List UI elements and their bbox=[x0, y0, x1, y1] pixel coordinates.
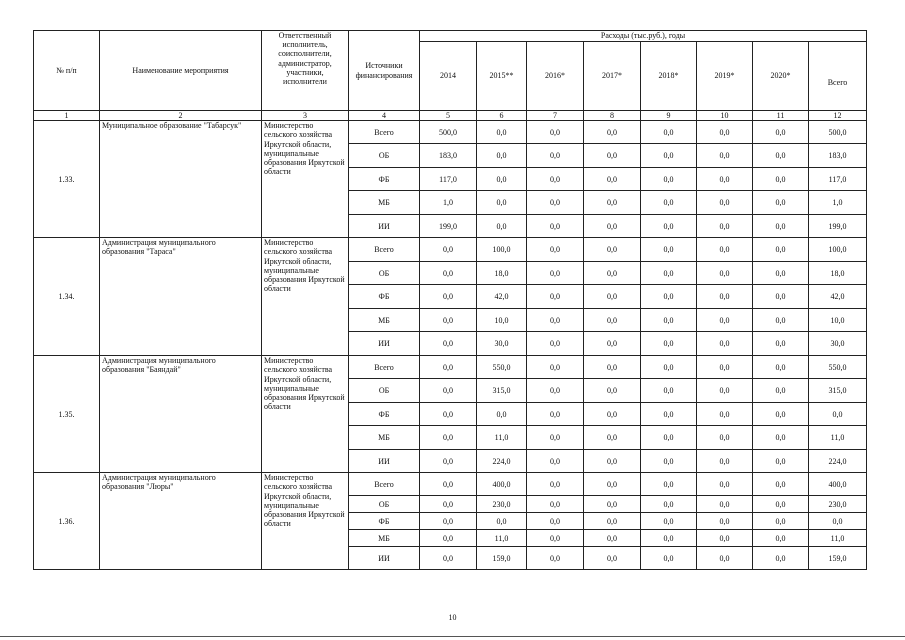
header-num: № п/п bbox=[34, 31, 100, 111]
value-cell: 0,0 bbox=[584, 168, 641, 191]
value-cell: 0,0 bbox=[527, 379, 584, 403]
total-cell: 18,0 bbox=[809, 262, 867, 285]
value-cell: 0,0 bbox=[753, 403, 809, 426]
value-cell: 0,0 bbox=[584, 262, 641, 285]
value-cell: 183,0 bbox=[420, 144, 477, 168]
value-cell: 0,0 bbox=[753, 191, 809, 215]
header-year-2018: 2018* bbox=[641, 42, 697, 111]
source-cell: ФБ bbox=[349, 285, 420, 309]
value-cell: 0,0 bbox=[697, 426, 753, 450]
value-cell: 0,0 bbox=[477, 403, 527, 426]
value-cell: 400,0 bbox=[477, 473, 527, 496]
value-cell: 0,0 bbox=[641, 513, 697, 530]
value-cell: 0,0 bbox=[753, 168, 809, 191]
value-cell: 0,0 bbox=[753, 144, 809, 168]
page-number: 10 bbox=[448, 613, 457, 622]
group-executor: Министерство сельского хозяйства Иркутской области, муниципальные образования Иркутской области bbox=[262, 121, 349, 238]
source-cell: ОБ bbox=[349, 496, 420, 513]
group-executor: Министерство сельского хозяйства Иркутской области, муниципальные образования Иркутской области bbox=[262, 473, 349, 570]
value-cell: 0,0 bbox=[641, 379, 697, 403]
source-cell: ФБ bbox=[349, 403, 420, 426]
total-cell: 1,0 bbox=[809, 191, 867, 215]
value-cell: 100,0 bbox=[477, 238, 527, 262]
value-cell: 0,0 bbox=[697, 473, 753, 496]
source-cell: Всего bbox=[349, 121, 420, 144]
table-row bbox=[34, 473, 867, 496]
value-cell: 0,0 bbox=[697, 121, 753, 144]
total-cell: 224,0 bbox=[809, 450, 867, 473]
value-cell: 0,0 bbox=[527, 238, 584, 262]
total-cell: 0,0 bbox=[809, 513, 867, 530]
group-index: 1.36. bbox=[34, 473, 100, 570]
source-cell: ИИ bbox=[349, 215, 420, 238]
value-cell: 0,0 bbox=[527, 191, 584, 215]
value-cell: 0,0 bbox=[527, 144, 584, 168]
column-number-cell: 4 bbox=[349, 111, 420, 121]
value-cell: 0,0 bbox=[420, 530, 477, 547]
total-cell: 183,0 bbox=[809, 144, 867, 168]
value-cell: 117,0 bbox=[420, 168, 477, 191]
table-row bbox=[34, 238, 867, 262]
value-cell: 0,0 bbox=[641, 332, 697, 356]
value-cell: 0,0 bbox=[527, 309, 584, 332]
group-index: 1.33. bbox=[34, 121, 100, 238]
value-cell: 0,0 bbox=[420, 309, 477, 332]
value-cell: 0,0 bbox=[420, 513, 477, 530]
value-cell: 0,0 bbox=[584, 215, 641, 238]
value-cell: 0,0 bbox=[697, 238, 753, 262]
total-cell: 30,0 bbox=[809, 332, 867, 356]
group-executor: Министерство сельского хозяйства Иркутской области, муниципальные образования Иркутской области bbox=[262, 238, 349, 356]
value-cell: 0,0 bbox=[584, 191, 641, 215]
value-cell: 0,0 bbox=[641, 403, 697, 426]
value-cell: 1,0 bbox=[420, 191, 477, 215]
header-sources: Источники финансирования bbox=[349, 31, 420, 111]
value-cell: 0,0 bbox=[584, 285, 641, 309]
source-cell: МБ bbox=[349, 530, 420, 547]
value-cell: 0,0 bbox=[641, 215, 697, 238]
value-cell: 199,0 bbox=[420, 215, 477, 238]
total-cell: 500,0 bbox=[809, 121, 867, 144]
value-cell: 0,0 bbox=[697, 332, 753, 356]
value-cell: 0,0 bbox=[641, 262, 697, 285]
value-cell: 0,0 bbox=[477, 168, 527, 191]
total-cell: 315,0 bbox=[809, 379, 867, 403]
expenses-table bbox=[33, 30, 867, 570]
value-cell: 0,0 bbox=[753, 513, 809, 530]
value-cell: 0,0 bbox=[584, 450, 641, 473]
table-row bbox=[34, 356, 867, 379]
source-cell: Всего bbox=[349, 238, 420, 262]
value-cell: 10,0 bbox=[477, 309, 527, 332]
value-cell: 0,0 bbox=[527, 513, 584, 530]
value-cell: 315,0 bbox=[477, 379, 527, 403]
total-cell: 10,0 bbox=[809, 309, 867, 332]
value-cell: 0,0 bbox=[584, 309, 641, 332]
total-cell: 400,0 bbox=[809, 473, 867, 496]
value-cell: 159,0 bbox=[477, 547, 527, 570]
header-year-2015: 2015** bbox=[477, 42, 527, 111]
value-cell: 0,0 bbox=[420, 238, 477, 262]
value-cell: 0,0 bbox=[477, 191, 527, 215]
value-cell: 0,0 bbox=[584, 473, 641, 496]
header-name: Наименование мероприятия bbox=[100, 31, 262, 111]
value-cell: 0,0 bbox=[753, 450, 809, 473]
value-cell: 0,0 bbox=[753, 547, 809, 570]
value-cell: 0,0 bbox=[527, 262, 584, 285]
value-cell: 0,0 bbox=[753, 285, 809, 309]
value-cell: 0,0 bbox=[420, 356, 477, 379]
group-name: Администрация муниципального образования "Люры" bbox=[100, 473, 262, 570]
value-cell: 0,0 bbox=[584, 547, 641, 570]
column-number-cell: 8 bbox=[584, 111, 641, 121]
value-cell: 0,0 bbox=[527, 403, 584, 426]
value-cell: 0,0 bbox=[527, 450, 584, 473]
group-index: 1.34. bbox=[34, 238, 100, 356]
total-cell: 11,0 bbox=[809, 426, 867, 450]
column-number-cell: 1 bbox=[34, 111, 100, 121]
value-cell: 0,0 bbox=[527, 356, 584, 379]
value-cell: 0,0 bbox=[477, 144, 527, 168]
value-cell: 0,0 bbox=[697, 191, 753, 215]
value-cell: 0,0 bbox=[584, 426, 641, 450]
value-cell: 0,0 bbox=[420, 450, 477, 473]
column-number-cell: 6 bbox=[477, 111, 527, 121]
value-cell: 0,0 bbox=[753, 379, 809, 403]
value-cell: 0,0 bbox=[753, 426, 809, 450]
group-name: Администрация муниципального образования "Баяндай" bbox=[100, 356, 262, 473]
header-year-2016: 2016* bbox=[527, 42, 584, 111]
value-cell: 0,0 bbox=[697, 496, 753, 513]
value-cell: 0,0 bbox=[527, 332, 584, 356]
total-cell: 0,0 bbox=[809, 403, 867, 426]
value-cell: 0,0 bbox=[477, 121, 527, 144]
total-cell: 159,0 bbox=[809, 547, 867, 570]
value-cell: 0,0 bbox=[641, 121, 697, 144]
page-bottom-line bbox=[0, 636, 905, 637]
value-cell: 0,0 bbox=[584, 144, 641, 168]
value-cell: 0,0 bbox=[697, 262, 753, 285]
value-cell: 224,0 bbox=[477, 450, 527, 473]
table-row bbox=[34, 121, 867, 144]
value-cell: 0,0 bbox=[527, 285, 584, 309]
source-cell: Всего bbox=[349, 356, 420, 379]
value-cell: 0,0 bbox=[697, 403, 753, 426]
value-cell: 0,0 bbox=[420, 285, 477, 309]
value-cell: 500,0 bbox=[420, 121, 477, 144]
total-cell: 199,0 bbox=[809, 215, 867, 238]
value-cell: 0,0 bbox=[420, 332, 477, 356]
column-number-cell: 3 bbox=[262, 111, 349, 121]
value-cell: 0,0 bbox=[697, 168, 753, 191]
value-cell: 11,0 bbox=[477, 530, 527, 547]
group-name: Муниципальное образование "Табарсук" bbox=[100, 121, 262, 238]
value-cell: 0,0 bbox=[641, 356, 697, 379]
source-cell: Всего bbox=[349, 473, 420, 496]
header-year-2014: 2014 bbox=[420, 42, 477, 111]
total-cell: 230,0 bbox=[809, 496, 867, 513]
value-cell: 0,0 bbox=[527, 215, 584, 238]
value-cell: 550,0 bbox=[477, 356, 527, 379]
value-cell: 0,0 bbox=[641, 496, 697, 513]
column-number-cell: 7 bbox=[527, 111, 584, 121]
value-cell: 0,0 bbox=[753, 121, 809, 144]
source-cell: ОБ bbox=[349, 379, 420, 403]
value-cell: 0,0 bbox=[420, 473, 477, 496]
value-cell: 0,0 bbox=[527, 426, 584, 450]
column-number-cell: 12 bbox=[809, 111, 867, 121]
value-cell: 0,0 bbox=[641, 309, 697, 332]
value-cell: 0,0 bbox=[753, 496, 809, 513]
source-cell: ОБ bbox=[349, 144, 420, 168]
value-cell: 0,0 bbox=[527, 473, 584, 496]
value-cell: 30,0 bbox=[477, 332, 527, 356]
value-cell: 0,0 bbox=[697, 547, 753, 570]
total-cell: 550,0 bbox=[809, 356, 867, 379]
value-cell: 0,0 bbox=[697, 309, 753, 332]
value-cell: 0,0 bbox=[584, 403, 641, 426]
value-cell: 0,0 bbox=[420, 426, 477, 450]
value-cell: 0,0 bbox=[641, 191, 697, 215]
value-cell: 0,0 bbox=[420, 496, 477, 513]
value-cell: 0,0 bbox=[584, 332, 641, 356]
header-year-2017: 2017* bbox=[584, 42, 641, 111]
value-cell: 0,0 bbox=[753, 356, 809, 379]
value-cell: 0,0 bbox=[584, 238, 641, 262]
value-cell: 0,0 bbox=[697, 530, 753, 547]
value-cell: 0,0 bbox=[584, 513, 641, 530]
header-total: Всего bbox=[809, 42, 867, 111]
value-cell: 0,0 bbox=[697, 285, 753, 309]
value-cell: 0,0 bbox=[641, 530, 697, 547]
value-cell: 0,0 bbox=[527, 121, 584, 144]
value-cell: 0,0 bbox=[753, 530, 809, 547]
source-cell: ИИ bbox=[349, 332, 420, 356]
value-cell: 42,0 bbox=[477, 285, 527, 309]
total-cell: 100,0 bbox=[809, 238, 867, 262]
column-number-cell: 11 bbox=[753, 111, 809, 121]
source-cell: МБ bbox=[349, 426, 420, 450]
source-cell: ИИ bbox=[349, 547, 420, 570]
value-cell: 0,0 bbox=[420, 379, 477, 403]
total-cell: 42,0 bbox=[809, 285, 867, 309]
source-cell: ФБ bbox=[349, 513, 420, 530]
value-cell: 0,0 bbox=[477, 215, 527, 238]
group-index: 1.35. bbox=[34, 356, 100, 473]
value-cell: 0,0 bbox=[641, 168, 697, 191]
value-cell: 0,0 bbox=[697, 513, 753, 530]
value-cell: 230,0 bbox=[477, 496, 527, 513]
header-expenses: Расходы (тыс.руб.), годы bbox=[420, 31, 867, 42]
value-cell: 0,0 bbox=[697, 144, 753, 168]
value-cell: 0,0 bbox=[527, 496, 584, 513]
value-cell: 0,0 bbox=[584, 121, 641, 144]
value-cell: 0,0 bbox=[753, 309, 809, 332]
value-cell: 18,0 bbox=[477, 262, 527, 285]
source-cell: ФБ bbox=[349, 168, 420, 191]
source-cell: ИИ bbox=[349, 450, 420, 473]
value-cell: 0,0 bbox=[697, 450, 753, 473]
value-cell: 0,0 bbox=[641, 144, 697, 168]
total-cell: 117,0 bbox=[809, 168, 867, 191]
value-cell: 0,0 bbox=[584, 530, 641, 547]
value-cell: 0,0 bbox=[477, 513, 527, 530]
value-cell: 0,0 bbox=[527, 168, 584, 191]
header-executor: Ответственный исполнитель, соисполнители, администратор, участники, исполнители bbox=[262, 31, 349, 111]
value-cell: 0,0 bbox=[584, 496, 641, 513]
value-cell: 0,0 bbox=[584, 379, 641, 403]
source-cell: МБ bbox=[349, 309, 420, 332]
value-cell: 0,0 bbox=[641, 285, 697, 309]
value-cell: 0,0 bbox=[584, 356, 641, 379]
column-numbers-row bbox=[34, 111, 867, 121]
value-cell: 0,0 bbox=[753, 473, 809, 496]
value-cell: 0,0 bbox=[753, 238, 809, 262]
source-cell: ОБ bbox=[349, 262, 420, 285]
column-number-cell: 9 bbox=[641, 111, 697, 121]
group-executor: Министерство сельского хозяйства Иркутской области, муниципальные образования Иркутской области bbox=[262, 356, 349, 473]
value-cell: 0,0 bbox=[697, 379, 753, 403]
value-cell: 0,0 bbox=[697, 356, 753, 379]
value-cell: 0,0 bbox=[697, 215, 753, 238]
header-year-2019: 2019* bbox=[697, 42, 753, 111]
value-cell: 0,0 bbox=[527, 530, 584, 547]
column-number-cell: 10 bbox=[697, 111, 753, 121]
header-year-2020: 2020* bbox=[753, 42, 809, 111]
value-cell: 0,0 bbox=[527, 547, 584, 570]
value-cell: 0,0 bbox=[641, 450, 697, 473]
value-cell: 0,0 bbox=[641, 473, 697, 496]
value-cell: 0,0 bbox=[753, 262, 809, 285]
value-cell: 0,0 bbox=[420, 547, 477, 570]
value-cell: 0,0 bbox=[753, 332, 809, 356]
value-cell: 0,0 bbox=[753, 215, 809, 238]
source-cell: МБ bbox=[349, 191, 420, 215]
value-cell: 11,0 bbox=[477, 426, 527, 450]
column-number-cell: 5 bbox=[420, 111, 477, 121]
group-name: Администрация муниципального образования "Тараса" bbox=[100, 238, 262, 356]
total-cell: 11,0 bbox=[809, 530, 867, 547]
value-cell: 0,0 bbox=[420, 403, 477, 426]
value-cell: 0,0 bbox=[641, 547, 697, 570]
column-number-cell: 2 bbox=[100, 111, 262, 121]
value-cell: 0,0 bbox=[641, 238, 697, 262]
value-cell: 0,0 bbox=[641, 426, 697, 450]
value-cell: 0,0 bbox=[420, 262, 477, 285]
